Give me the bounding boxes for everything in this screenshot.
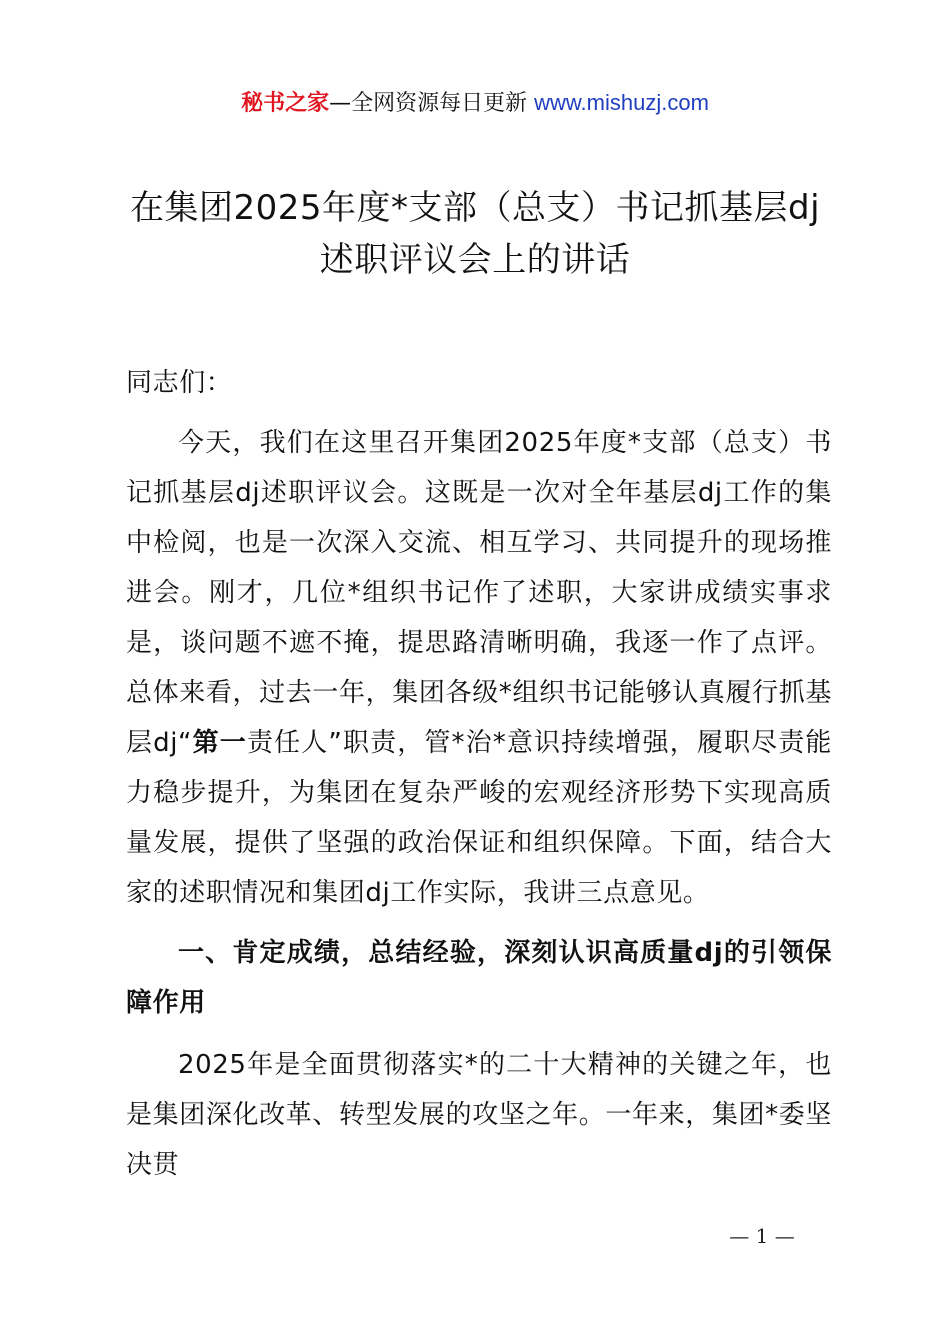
paragraph-intro: [126, 418, 832, 918]
site-url-link[interactable]: www.mishuzj.com: [534, 90, 709, 115]
document-title: [100, 182, 850, 286]
title-line-2: 述职评议会上的讲话: [319, 240, 631, 280]
site-header: [0, 88, 950, 119]
page-number: — 1 —: [729, 1224, 795, 1248]
header-slogan: —全网资源每日更新: [329, 91, 535, 116]
emphasis-text: 第一: [192, 728, 247, 758]
brand-name: 秘书之家: [241, 91, 330, 116]
title-line-1: 在集团2025年度*支部（总支）书记抓基层dj: [129, 188, 821, 228]
paragraph-section-1: 2025年是全面贯彻落实*的二十大精神的关键之年，也是集团深化改革、转型发展的攻坚之年。一年来，集团*委坚决贯: [126, 1050, 832, 1180]
paragraph-intro-part-a: 今天，我们在这里召开集团2025年度*支部（总支）书记抓基层dj述职评议会。这既是一次对全年基层dj工作的集中检阅，也是一次深入交流、相互学习、共同提升的现场推进会。刚才，几位*组织书记作了述职，大家讲成绩实事求是，谈问题不遮不掩，提思路清晰明确，我逐一作了点评。总体来看，过去一年，集团各级*组织书记能够认真履行抓基层dj“: [126, 428, 832, 758]
section-heading-1: 一、肯定成绩，总结经验，深刻认识高质量dj的引领保障作用: [126, 938, 832, 1018]
paragraph-intro-part-b: 责任人”职责，管*治*意识持续增强，履职尽责能力稳步提升，为集团在复杂严峻的宏观经济形势下实现高质量发展，提供了坚强的政治保证和组织保障。下面，结合大家的述职情况和集团dj工作实际，我讲三点意见。: [126, 728, 832, 908]
greeting: 同志们：: [126, 368, 233, 398]
